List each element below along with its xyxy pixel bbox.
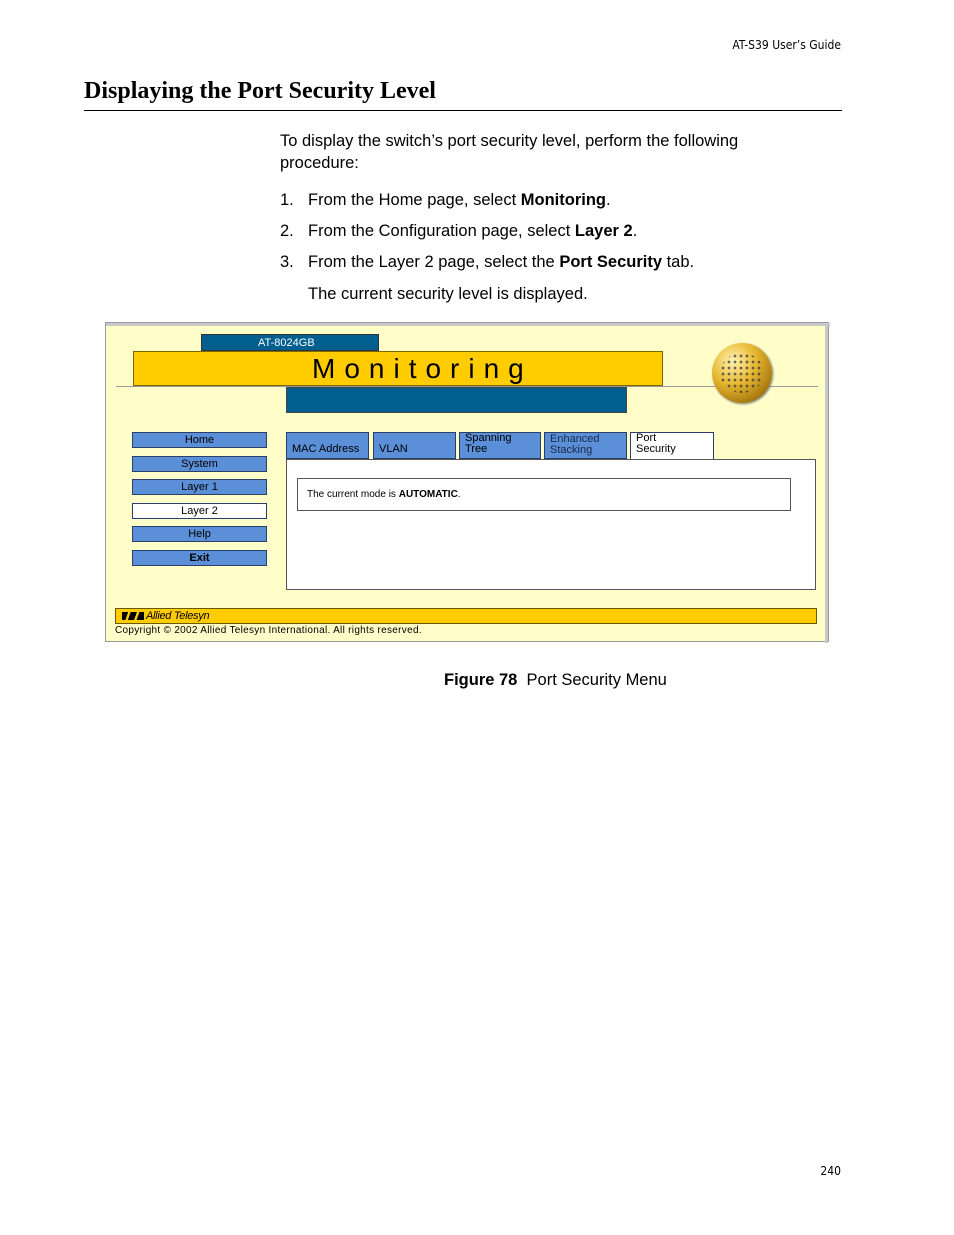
mode-label: The current mode is bbox=[307, 489, 399, 500]
nav-layer2-button[interactable]: Layer 2 bbox=[132, 503, 267, 519]
logo-mark-icon bbox=[122, 612, 144, 620]
tab-vlan[interactable] bbox=[373, 432, 456, 459]
section-title: Displaying the Port Security Level bbox=[84, 78, 436, 104]
step-1 bbox=[280, 189, 611, 211]
footer-bar bbox=[115, 608, 817, 624]
tab-label-line2: Tree bbox=[465, 443, 488, 455]
nav-help-button[interactable]: Help bbox=[132, 526, 267, 542]
step-emphasis: Layer 2 bbox=[574, 222, 633, 240]
tab-label: MAC Address bbox=[292, 443, 360, 455]
allied-telesyn-logo bbox=[122, 609, 209, 623]
title-rule bbox=[84, 110, 842, 111]
tab-label-line1: Enhanced bbox=[550, 433, 600, 445]
logo-text: Allied Telesyn bbox=[146, 610, 210, 622]
running-header: AT-S39 User’s Guide bbox=[732, 38, 841, 52]
page-number: 240 bbox=[820, 1164, 841, 1178]
device-name-tab: AT-8024GB bbox=[201, 334, 379, 351]
step-text-end: . bbox=[632, 222, 638, 240]
step-2 bbox=[280, 220, 637, 242]
tab-label: VLAN bbox=[379, 443, 408, 455]
step-text: From the Layer 2 page, select the bbox=[308, 253, 560, 271]
tab-label-line1: Spanning bbox=[465, 432, 512, 444]
security-mode-box bbox=[297, 478, 791, 511]
tab-label-line2: Stacking bbox=[550, 444, 593, 456]
mode-value: AUTOMATIC bbox=[398, 489, 458, 500]
nav-home-button[interactable]: Home bbox=[132, 432, 267, 448]
tab-content-panel bbox=[286, 459, 816, 590]
tab-mac-address[interactable] bbox=[286, 432, 369, 459]
nav-layer1-button[interactable]: Layer 1 bbox=[132, 479, 267, 495]
step-text: From the Configuration page, select bbox=[308, 222, 575, 240]
mode-suffix: . bbox=[457, 489, 461, 500]
figure-title: Port Security Menu bbox=[526, 671, 667, 689]
step-text: From the Home page, select bbox=[308, 191, 521, 209]
step-number: 1. bbox=[280, 191, 294, 209]
tab-spanning-tree[interactable] bbox=[459, 432, 541, 459]
tab-label-line1: Port bbox=[636, 432, 657, 444]
step-number: 3. bbox=[280, 253, 294, 271]
nav-system-button[interactable]: System bbox=[132, 456, 267, 472]
copyright-text: Copyright © 2002 Allied Telesyn International. All rights reserved. bbox=[115, 625, 422, 636]
step-text-end: tab. bbox=[662, 253, 695, 271]
tab-enhanced-stacking[interactable] bbox=[544, 432, 627, 459]
step-number: 2. bbox=[280, 222, 294, 240]
tab-label-line2: Security bbox=[636, 443, 676, 455]
step-emphasis: Monitoring bbox=[520, 191, 606, 209]
tab-port-security[interactable] bbox=[630, 432, 714, 460]
port-security-screenshot bbox=[105, 322, 829, 642]
monitoring-banner: Monitoring bbox=[133, 351, 663, 386]
step-emphasis: Port Security bbox=[559, 253, 663, 271]
figure-caption bbox=[444, 671, 667, 690]
result-text: The current security level is displayed. bbox=[308, 285, 588, 303]
figure-label: Figure 78 bbox=[444, 671, 518, 689]
figure-right-border bbox=[825, 323, 828, 643]
step-3 bbox=[280, 251, 694, 273]
step-text-end: . bbox=[606, 191, 611, 209]
figure-top-border bbox=[106, 323, 830, 326]
banner-blue-bar bbox=[286, 387, 627, 413]
intro-paragraph: To display the switch’s port security level, perform the following procedure: bbox=[280, 132, 739, 172]
globe-logo-icon bbox=[712, 343, 772, 403]
nav-exit-button[interactable]: Exit bbox=[132, 550, 267, 566]
